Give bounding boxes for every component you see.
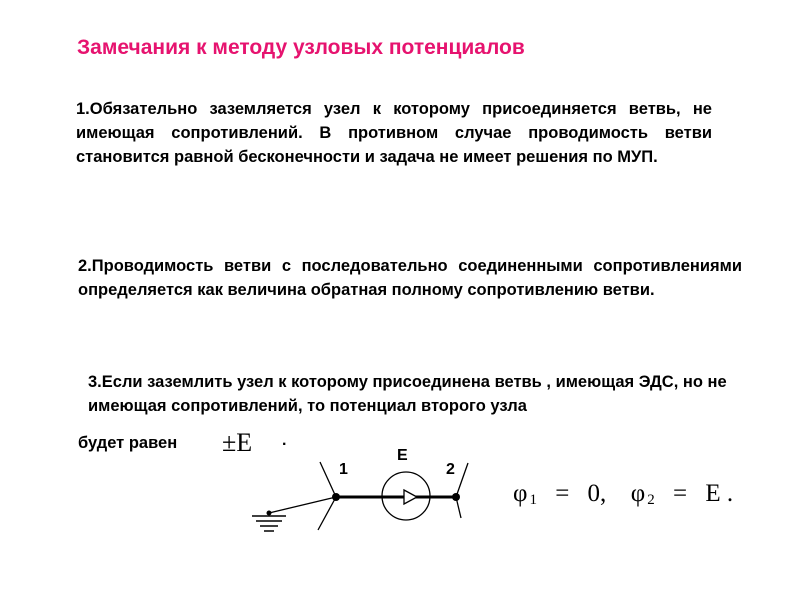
phi1-value: 0 bbox=[587, 480, 601, 507]
node-1-label: 1 bbox=[339, 461, 348, 478]
phi1-subscript: 1 bbox=[529, 492, 537, 508]
phi1-symbol: φ bbox=[513, 480, 528, 507]
node-2-dot bbox=[452, 493, 460, 501]
formula-period: . bbox=[726, 480, 734, 507]
branch-n1-ground bbox=[269, 497, 336, 513]
potential-formula bbox=[513, 480, 733, 509]
plus-minus-e: ±E bbox=[222, 428, 253, 457]
phi2-value: E bbox=[705, 480, 721, 507]
note-3-period: . bbox=[282, 432, 287, 449]
equals-1: = bbox=[555, 480, 570, 507]
page-title: Замечания к методу узловых потенциалов bbox=[77, 36, 525, 59]
equals-2: = bbox=[672, 480, 688, 507]
node-2-label: 2 bbox=[446, 461, 455, 478]
branch-n1-up bbox=[320, 462, 336, 497]
emf-label: E bbox=[397, 447, 408, 464]
ground-icon bbox=[252, 511, 286, 532]
note-3-end: будет равен bbox=[78, 434, 178, 452]
note-2: 2.Проводимость ветви с последовательно соединенными сопротивлениями определяется как величина обратная полному сопротивлению ветви. bbox=[78, 257, 742, 299]
node-1-dot bbox=[332, 493, 340, 501]
note-1: 1.Обязательно заземляется узел к которому присоединяется ветвь, не имеющая сопротивлений. В противном случае проводимость ветви становится равной бесконечности и задача не имеет решения по МУП. bbox=[76, 100, 712, 166]
formula-comma: , bbox=[600, 480, 607, 507]
note-3: 3.Если заземлить узел к которому присоединена ветвь , имеющая ЭДС, но не имеющая сопротивлений, то потенциал второго узла bbox=[88, 373, 727, 415]
branch-n2-up bbox=[456, 463, 468, 497]
branch-n1-down bbox=[318, 497, 336, 530]
phi2-subscript: 2 bbox=[647, 492, 655, 508]
phi2-symbol: φ bbox=[630, 480, 646, 507]
emf-arrow bbox=[404, 490, 417, 504]
